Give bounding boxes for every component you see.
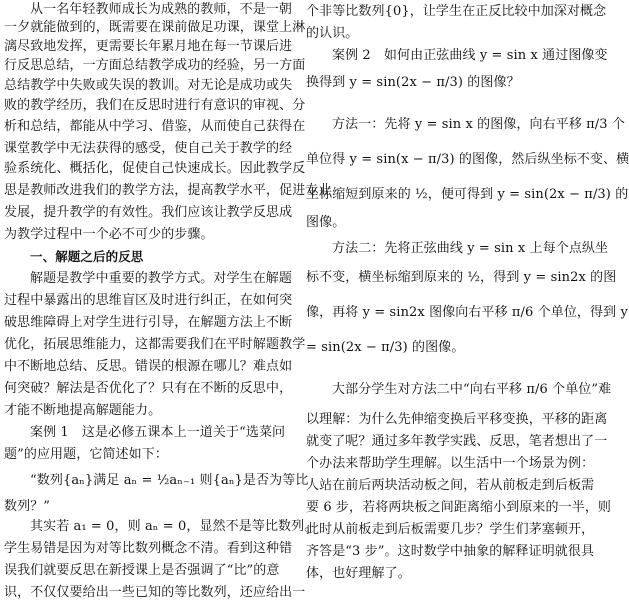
paragraph-line: 发展，提升教学的有效性。我们应该让教学反思成 (4, 205, 293, 220)
method-1-line: 方法一：先将 y = sin x 的图像，向右平移 π/3 个 (332, 117, 625, 132)
formula-line: 像，再将 y = sin2x 图像向右平移 π/6 个单位，得到 y (306, 305, 628, 320)
paragraph-line: 其实若 a₁ = 0，则 aₙ = 0，显然不是等比数列。 (30, 519, 318, 534)
paragraph-line: 此时从前板走到后板需要几步？学生们茅塞顿开， (306, 522, 595, 537)
formula-line: 单位得 y = sin(x − π/3) 的图像，然后纵坐标不变、横 (306, 152, 629, 167)
paragraph-line: 大部分学生对方法二中“向右平移 π/6 个单位”难 (332, 382, 612, 397)
formula-line: 换得到 y = sin(2x − π/3) 的图像？ (306, 75, 520, 90)
paragraph-line: 个非等比数列{0}，让学生在正反比较中加深对概念 (306, 4, 607, 19)
paragraph-line: 何突破？解法是否优化了？只有在不断的反思中， (4, 381, 293, 396)
paragraph-line: 数列？” (4, 499, 51, 514)
method-2-line: 方法二：先将正弦曲线 y = sin x 上每个点纵坐 (332, 241, 609, 256)
paragraph-line: 个办法来帮助学生理解。以生活中一个场景为例： (306, 456, 595, 471)
paragraph-line: 思是教师改进我们的教学方法，提高教学水平，促进专业 (4, 183, 332, 198)
paragraph-line: 体，也好理解了。 (306, 566, 411, 581)
paragraph-line: 的认识。 (306, 26, 359, 41)
paragraph-line: 析和总结，都能从中学习、借鉴，从而使自己获得在 (4, 119, 306, 134)
paragraph-line: 一夕就能做到的，既需要在课前做足功课，课堂上淋 (4, 20, 306, 35)
paragraph-line: 课堂教学中无法获得的感受，使自己关于教学的经 (4, 141, 293, 156)
paragraph-line: 题”的应用题，它简述如下： (4, 447, 168, 462)
case-2-line: 案例 2 如何由正弦曲线 y = sin x 通过图像变 (332, 48, 608, 63)
formula-line: 坐标缩短到原来的 ½，便可得到 y = sin(2x − π/3) 的 (306, 187, 629, 202)
paragraph-line: 中不断地总结、反思。错误的根源在哪儿？难点如 (4, 359, 293, 374)
paragraph-line: 误我们就要反思在新授课上是否强调了“比”的意 (4, 563, 280, 578)
paragraph-line: 以理解：为什么先伸缩变换后平移变换，平移的距离 (306, 412, 608, 427)
formula-line: 标不变，横坐标缩到原来的 ½，得到 y = sin2x 的图 (306, 270, 617, 285)
paragraph-line: 才能不断地提高解题能力。 (4, 403, 162, 418)
paragraph-line: 解题是教学中重要的教学方式。对学生在解题 (30, 271, 293, 286)
paragraph-line: 破思维障碍上对学生进行引导，在解题方法上不断 (4, 315, 293, 330)
paragraph-line: 为教学过程中一个必不可少的步骤。 (4, 227, 214, 242)
paragraph-line: 人站在前后两块活动板之间，若从前板走到后板需 (306, 478, 595, 493)
paragraph-line: 总结教学中失败或失误的教训。对无论是成功或失 (4, 78, 293, 93)
paragraph-line: 识，不仅仅要给出一些已知的等比数列，还应给出一 (4, 585, 306, 600)
paragraph-line: 优化，拓展思维能力，这都需要我们在平时解题教学 (4, 337, 306, 352)
paragraph-line: 学生易错是因为对等比数列概念不清。看到这种错 (4, 541, 293, 556)
formula-line: “数列{aₙ}满足 aₙ = ½aₙ₋₁ 则{aₙ}是否为等比 (30, 473, 309, 488)
paragraph-line: 行反思总结，一方面总结教学成功的经验，另一方面 (4, 58, 306, 73)
paragraph-line: 就变了呢？通过多年教学实践、反思，笔者想出了一 (306, 434, 608, 449)
paragraph-line: 图像。 (306, 215, 346, 230)
paragraph-line: 漓尽致地发挥，更需要长年累月地在每一节课后进 (4, 39, 293, 54)
paragraph-line: 过程中暴露出的思维盲区及时进行纠正，在如何突 (4, 293, 293, 308)
formula-line: = sin(2x − π/3) 的图像。 (306, 340, 465, 355)
paragraph-line: 要 6 步，若将两块板之间距离缩小到原来的一半，则 (306, 500, 612, 515)
paragraph-line: 从一名年轻教师成长为成熟的教师，不是一朝 (30, 2, 293, 17)
paragraph-line: 齐答是“3 步”。这时数学中抽象的解释证明就很具 (306, 544, 595, 559)
paragraph-line: 败的教学经历，我们在反思时进行有意识的审视、分 (4, 98, 306, 113)
section-heading: 一、解题之后的反思 (30, 249, 144, 264)
paragraph-line: 验系统化、概括化，促使自己快速成长。因此教学反 (4, 161, 306, 176)
case-1-line: 案例 1 这是必修五课本上一道关于“选菜问 (30, 425, 286, 440)
